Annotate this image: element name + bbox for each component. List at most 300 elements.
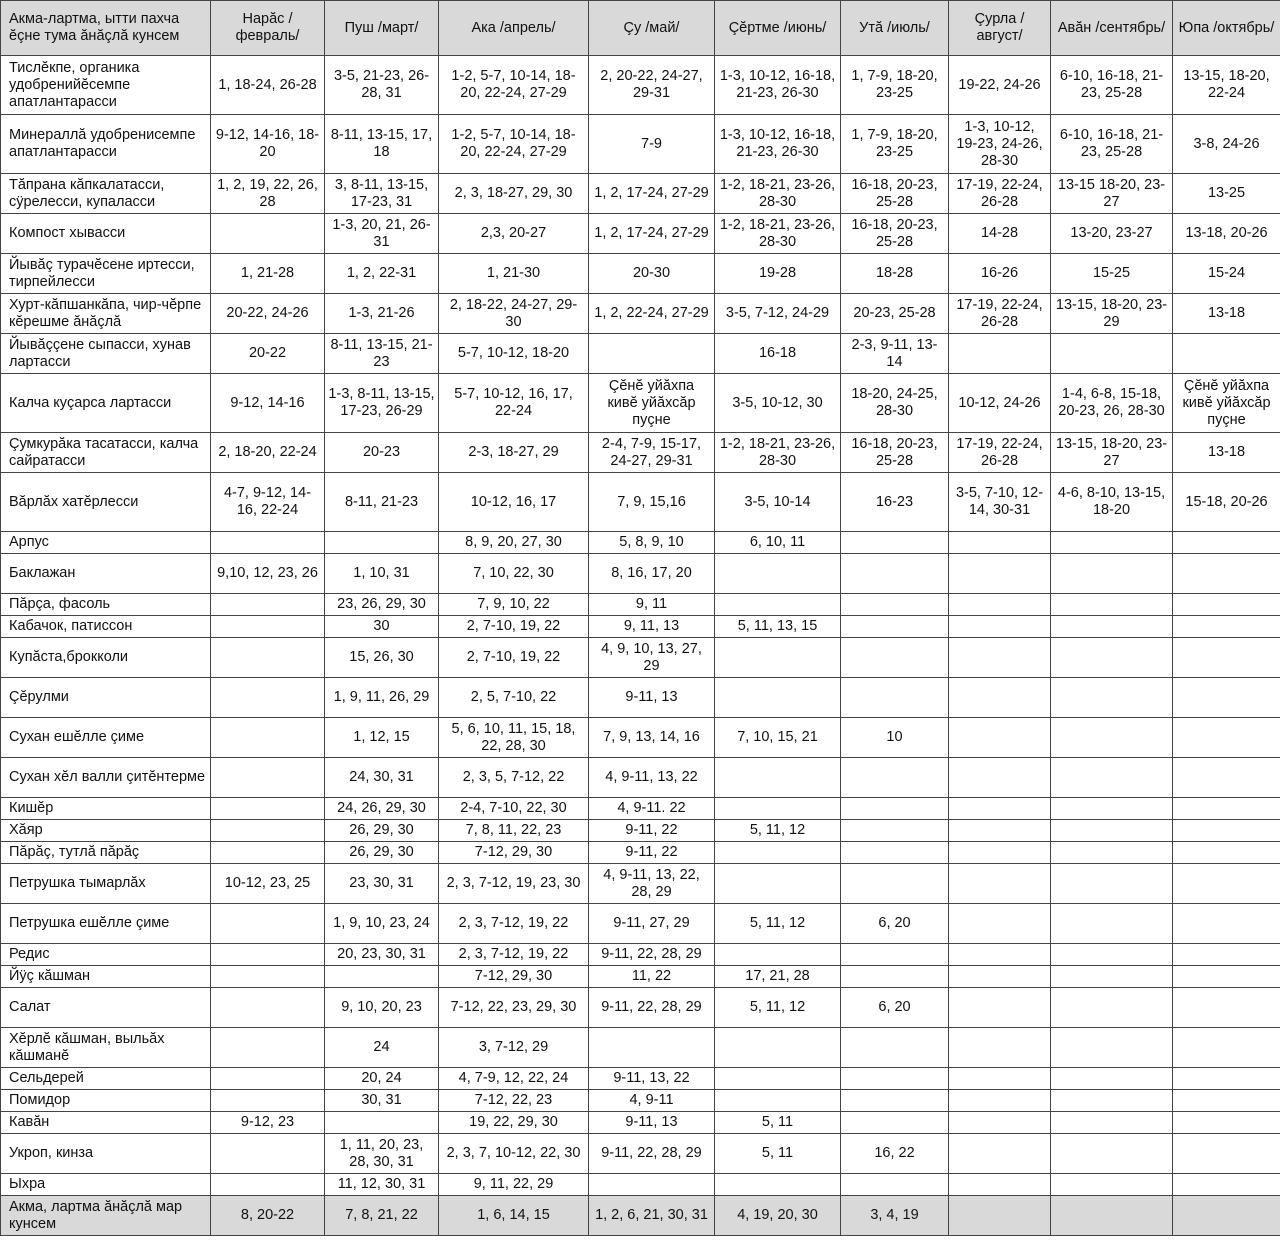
row-label: Компост хывасси [1,214,211,254]
cell-may-dates: 4, 9-11, 13, 22, 28, 29 [589,864,715,904]
cell-february-dates: 20-22 [211,334,325,374]
table-row [1,988,1280,1028]
cell-june-dates [715,1174,841,1196]
cell-may-dates: 9-11, 13 [589,1112,715,1134]
cell-october-dates: Çĕнĕ уйăхпа кивĕ уйăхсăр пуçне [1173,374,1280,433]
cell-april-dates: 2, 5, 7-10, 22 [439,678,589,718]
cell-july-dates: 18-20, 24-25, 28-30 [841,374,949,433]
cell-october-dates [1173,1196,1280,1236]
table-row [1,1174,1280,1196]
header-month-august: Çурла /август/ [949,1,1051,56]
cell-july-dates: 16-18, 20-23, 25-28 [841,214,949,254]
cell-march-dates: 24, 30, 31 [325,758,439,798]
cell-october-dates: 15-18, 20-26 [1173,473,1280,532]
table-row [1,214,1280,254]
cell-august-dates: 10-12, 24-26 [949,374,1051,433]
cell-february-dates: 9-12, 23 [211,1112,325,1134]
cell-march-dates [325,1112,439,1134]
cell-may-dates: 4, 9, 10, 13, 27, 29 [589,638,715,678]
cell-july-dates: 1, 7-9, 18-20, 23-25 [841,56,949,115]
cell-october-dates: 13-18 [1173,294,1280,334]
cell-september-dates [1051,966,1173,988]
cell-august-dates [949,944,1051,966]
cell-july-dates [841,678,949,718]
cell-june-dates: 3-5, 10-14 [715,473,841,532]
cell-may-dates: 9-11, 27, 29 [589,904,715,944]
cell-april-dates: 2, 18-22, 24-27, 29-30 [439,294,589,334]
cell-june-dates: 5, 11, 12 [715,988,841,1028]
cell-march-dates: 3-5, 21-23, 26-28, 31 [325,56,439,115]
cell-may-dates: 9-11, 22, 28, 29 [589,1134,715,1174]
cell-february-dates [211,1174,325,1196]
table-row [1,944,1280,966]
cell-september-dates [1051,904,1173,944]
cell-july-dates: 1, 7-9, 18-20, 23-25 [841,115,949,174]
cell-september-dates [1051,718,1173,758]
cell-may-dates: 7, 9, 15,16 [589,473,715,532]
row-label: Петрушка ешĕлле çиме [1,904,211,944]
row-label: Помидор [1,1090,211,1112]
row-label: Йывăççене сыпасси, хунав лартасси [1,334,211,374]
cell-september-dates: 4-6, 8-10, 13-15, 18-20 [1051,473,1173,532]
cell-february-dates: 9,10, 12, 23, 26 [211,554,325,594]
header-month-october: Юпа /октябрь/ [1173,1,1280,56]
row-label: Тăпрана кăпкалатасси, сÿрелесси, купаласси [1,174,211,214]
row-label: Çумкурăка тасатасси, калча сайратасси [1,433,211,473]
cell-march-dates: 23, 30, 31 [325,864,439,904]
row-label: Редис [1,944,211,966]
cell-february-dates [211,1134,325,1174]
cell-august-dates [949,1134,1051,1174]
cell-may-dates: 4, 9-11, 13, 22 [589,758,715,798]
row-label: Йывăç турачĕсене иртесси, тирпейлесси [1,254,211,294]
cell-february-dates [211,988,325,1028]
cell-october-dates [1173,616,1280,638]
cell-may-dates: 4, 9-11. 22 [589,798,715,820]
cell-march-dates [325,532,439,554]
cell-july-dates [841,638,949,678]
cell-august-dates [949,1028,1051,1068]
cell-march-dates: 20, 24 [325,1068,439,1090]
cell-june-dates [715,1090,841,1112]
cell-june-dates: 19-28 [715,254,841,294]
table-row [1,374,1280,433]
table-row [1,758,1280,798]
cell-october-dates: 13-18, 20-26 [1173,214,1280,254]
cell-march-dates: 1-3, 8-11, 13-15, 17-23, 26-29 [325,374,439,433]
cell-june-dates: 1-2, 18-21, 23-26, 28-30 [715,433,841,473]
cell-june-dates [715,638,841,678]
cell-september-dates [1051,678,1173,718]
row-label: Сухан хĕл валли çитĕнтерме [1,758,211,798]
cell-may-dates: 9-11, 22, 28, 29 [589,944,715,966]
cell-march-dates: 11, 12, 30, 31 [325,1174,439,1196]
cell-february-dates: 1, 21-28 [211,254,325,294]
cell-july-dates [841,1174,949,1196]
cell-july-dates: 16, 22 [841,1134,949,1174]
cell-september-dates [1051,864,1173,904]
cell-may-dates: 7, 9, 13, 14, 16 [589,718,715,758]
cell-july-dates [841,820,949,842]
cell-april-dates: 3, 7-12, 29 [439,1028,589,1068]
cell-may-dates: 9-11, 22 [589,842,715,864]
cell-march-dates: 1-3, 21-26 [325,294,439,334]
cell-october-dates [1173,678,1280,718]
cell-june-dates: 1-2, 18-21, 23-26, 28-30 [715,174,841,214]
cell-september-dates [1051,1090,1173,1112]
cell-july-dates [841,594,949,616]
cell-october-dates [1173,638,1280,678]
cell-august-dates [949,1196,1051,1236]
cell-september-dates [1051,1174,1173,1196]
table-row [1,115,1280,174]
cell-october-dates [1173,594,1280,616]
cell-september-dates: 13-20, 23-27 [1051,214,1173,254]
cell-may-dates: 5, 8, 9, 10 [589,532,715,554]
row-label: Сухан ешĕлле çиме [1,718,211,758]
row-label: Хăяр [1,820,211,842]
cell-march-dates: 8-11, 13-15, 21-23 [325,334,439,374]
header-month-april: Ака /апрель/ [439,1,589,56]
header-month-february: Нарăс /февраль/ [211,1,325,56]
cell-april-dates: 2,3, 20-27 [439,214,589,254]
cell-june-dates: 4, 19, 20, 30 [715,1196,841,1236]
cell-may-dates [589,1028,715,1068]
cell-september-dates [1051,616,1173,638]
cell-september-dates [1051,594,1173,616]
cell-april-dates: 2-4, 7-10, 22, 30 [439,798,589,820]
cell-september-dates [1051,820,1173,842]
cell-august-dates: 17-19, 22-24, 26-28 [949,174,1051,214]
cell-september-dates [1051,638,1173,678]
cell-august-dates: 19-22, 24-26 [949,56,1051,115]
cell-february-dates: 1, 2, 19, 22, 26, 28 [211,174,325,214]
cell-may-dates: 2-4, 7-9, 15-17, 24-27, 29-31 [589,433,715,473]
cell-february-dates: 9-12, 14-16 [211,374,325,433]
cell-september-dates [1051,1028,1173,1068]
cell-may-dates: 9-11, 22, 28, 29 [589,988,715,1028]
cell-june-dates [715,678,841,718]
cell-may-dates: 8, 16, 17, 20 [589,554,715,594]
cell-july-dates: 6, 20 [841,904,949,944]
cell-february-dates [211,678,325,718]
cell-march-dates: 7, 8, 21, 22 [325,1196,439,1236]
cell-may-dates: 9-11, 22 [589,820,715,842]
row-label: Акма, лартма ăнăçлă мар кунсем [1,1196,211,1236]
table-row [1,820,1280,842]
cell-august-dates [949,616,1051,638]
cell-march-dates: 23, 26, 29, 30 [325,594,439,616]
cell-september-dates: 13-15, 18-20, 23-27 [1051,433,1173,473]
cell-august-dates [949,864,1051,904]
table-row [1,1068,1280,1090]
cell-april-dates: 1, 6, 14, 15 [439,1196,589,1236]
cell-august-dates: 17-19, 22-24, 26-28 [949,294,1051,334]
cell-august-dates: 14-28 [949,214,1051,254]
cell-february-dates [211,594,325,616]
cell-march-dates: 9, 10, 20, 23 [325,988,439,1028]
cell-february-dates: 8, 20-22 [211,1196,325,1236]
cell-july-dates [841,1090,949,1112]
cell-april-dates: 7, 9, 10, 22 [439,594,589,616]
cell-april-dates: 2, 7-10, 19, 22 [439,616,589,638]
cell-march-dates: 1-3, 20, 21, 26-31 [325,214,439,254]
cell-september-dates [1051,842,1173,864]
cell-march-dates: 3, 8-11, 13-15, 17-23, 31 [325,174,439,214]
cell-april-dates: 7-12, 22, 23, 29, 30 [439,988,589,1028]
table-row [1,334,1280,374]
cell-september-dates [1051,334,1173,374]
cell-august-dates [949,758,1051,798]
cell-july-dates: 16-18, 20-23, 25-28 [841,174,949,214]
cell-june-dates: 5, 11 [715,1134,841,1174]
cell-may-dates: 9-11, 13 [589,678,715,718]
cell-august-dates: 3-5, 7-10, 12-14, 30-31 [949,473,1051,532]
cell-march-dates: 20, 23, 30, 31 [325,944,439,966]
cell-april-dates: 2, 3, 7, 10-12, 22, 30 [439,1134,589,1174]
cell-february-dates: 20-22, 24-26 [211,294,325,334]
cell-february-dates: 1, 18-24, 26-28 [211,56,325,115]
cell-june-dates [715,944,841,966]
cell-september-dates [1051,988,1173,1028]
row-label: Хĕрлĕ кăшман, выльăх кăшманĕ [1,1028,211,1068]
cell-may-dates: 9, 11 [589,594,715,616]
cell-july-dates [841,1028,949,1068]
row-label: Пăрăç, тутлă пăрăç [1,842,211,864]
cell-september-dates [1051,1196,1173,1236]
row-label: Вăрлăх хатĕрлесси [1,473,211,532]
cell-february-dates [211,966,325,988]
cell-may-dates: 1, 2, 17-24, 27-29 [589,174,715,214]
table-row [1,1112,1280,1134]
cell-february-dates [211,798,325,820]
row-label: Кавăн [1,1112,211,1134]
cell-august-dates: 16-26 [949,254,1051,294]
cell-february-dates [211,820,325,842]
row-label: Купăста,брокколи [1,638,211,678]
cell-august-dates [949,904,1051,944]
row-label: Калча куçарса лартасси [1,374,211,433]
table-row [1,718,1280,758]
cell-april-dates: 2-3, 18-27, 29 [439,433,589,473]
cell-june-dates [715,758,841,798]
cell-march-dates: 1, 11, 20, 23, 28, 30, 31 [325,1134,439,1174]
cell-october-dates [1173,864,1280,904]
table-row [1,904,1280,944]
cell-march-dates: 30 [325,616,439,638]
cell-october-dates [1173,820,1280,842]
cell-october-dates [1173,1112,1280,1134]
cell-may-dates: 1, 2, 6, 21, 30, 31 [589,1196,715,1236]
row-label: Петрушка тымарлăх [1,864,211,904]
cell-september-dates [1051,944,1173,966]
header-month-may: Çу /май/ [589,1,715,56]
cell-september-dates [1051,798,1173,820]
cell-april-dates: 7-12, 22, 23 [439,1090,589,1112]
cell-september-dates: 6-10, 16-18, 21-23, 25-28 [1051,115,1173,174]
table-row [1,638,1280,678]
cell-august-dates [949,594,1051,616]
cell-june-dates: 5, 11, 13, 15 [715,616,841,638]
cell-may-dates: Çĕнĕ уйăхпа кивĕ уйăхсăр пуçне [589,374,715,433]
table-row [1,1196,1280,1236]
cell-february-dates [211,1068,325,1090]
cell-may-dates: 9, 11, 13 [589,616,715,638]
cell-april-dates: 5-7, 10-12, 16, 17, 22-24 [439,374,589,433]
cell-march-dates: 15, 26, 30 [325,638,439,678]
cell-october-dates [1173,1134,1280,1174]
cell-july-dates [841,758,949,798]
cell-march-dates: 30, 31 [325,1090,439,1112]
cell-august-dates [949,554,1051,594]
table-row [1,1028,1280,1068]
table-row [1,294,1280,334]
cell-june-dates: 1-3, 10-12, 16-18, 21-23, 26-30 [715,115,841,174]
cell-april-dates: 1-2, 5-7, 10-14, 18-20, 22-24, 27-29 [439,56,589,115]
cell-april-dates: 2, 3, 7-12, 19, 22 [439,904,589,944]
row-label: Çĕрулми [1,678,211,718]
cell-august-dates: 1-3, 10-12, 19-23, 24-26, 28-30 [949,115,1051,174]
cell-april-dates: 2, 3, 7-12, 19, 23, 30 [439,864,589,904]
cell-june-dates: 3-5, 10-12, 30 [715,374,841,433]
cell-april-dates: 2, 3, 5, 7-12, 22 [439,758,589,798]
table-row [1,473,1280,532]
cell-july-dates [841,616,949,638]
cell-october-dates [1173,904,1280,944]
cell-september-dates: 13-15, 18-20, 23-29 [1051,294,1173,334]
cell-february-dates: 10-12, 23, 25 [211,864,325,904]
cell-march-dates: 20-23 [325,433,439,473]
row-label: Пăрçа, фасоль [1,594,211,616]
cell-april-dates: 9, 11, 22, 29 [439,1174,589,1196]
cell-february-dates [211,532,325,554]
cell-march-dates: 8-11, 13-15, 17, 18 [325,115,439,174]
cell-august-dates [949,820,1051,842]
cell-june-dates [715,798,841,820]
row-label: Арпус [1,532,211,554]
table-row [1,616,1280,638]
cell-september-dates [1051,1112,1173,1134]
cell-august-dates [949,798,1051,820]
cell-june-dates: 5, 11 [715,1112,841,1134]
cell-october-dates [1173,758,1280,798]
cell-february-dates [211,1028,325,1068]
cell-october-dates [1173,1028,1280,1068]
cell-april-dates: 5, 6, 10, 11, 15, 18, 22, 28, 30 [439,718,589,758]
cell-june-dates: 7, 10, 15, 21 [715,718,841,758]
cell-april-dates: 7-12, 29, 30 [439,966,589,988]
cell-august-dates [949,1068,1051,1090]
row-label: Тислĕкпе, органика удобренийĕсемпе апатлантарасси [1,56,211,115]
cell-june-dates [715,864,841,904]
table-row [1,433,1280,473]
row-label: Сельдерей [1,1068,211,1090]
cell-june-dates [715,594,841,616]
table-row [1,594,1280,616]
cell-july-dates: 16-18, 20-23, 25-28 [841,433,949,473]
cell-october-dates [1173,944,1280,966]
cell-may-dates: 1, 2, 17-24, 27-29 [589,214,715,254]
cell-february-dates: 2, 18-20, 22-24 [211,433,325,473]
cell-august-dates [949,1090,1051,1112]
cell-october-dates [1173,842,1280,864]
cell-february-dates [211,1090,325,1112]
cell-october-dates [1173,966,1280,988]
cell-october-dates [1173,1068,1280,1090]
cell-september-dates: 6-10, 16-18, 21-23, 25-28 [1051,56,1173,115]
cell-july-dates: 3, 4, 19 [841,1196,949,1236]
cell-june-dates: 3-5, 7-12, 24-29 [715,294,841,334]
cell-april-dates: 8, 9, 20, 27, 30 [439,532,589,554]
cell-march-dates: 26, 29, 30 [325,820,439,842]
cell-october-dates [1173,1174,1280,1196]
cell-march-dates: 24 [325,1028,439,1068]
cell-july-dates [841,1112,949,1134]
cell-june-dates: 1-3, 10-12, 16-18, 21-23, 26-30 [715,56,841,115]
row-label: Салат [1,988,211,1028]
cell-august-dates [949,334,1051,374]
header-month-march: Пуш /март/ [325,1,439,56]
cell-march-dates: 1, 9, 10, 23, 24 [325,904,439,944]
cell-july-dates: 6, 20 [841,988,949,1028]
cell-february-dates [211,638,325,678]
cell-march-dates: 24, 26, 29, 30 [325,798,439,820]
table-row [1,678,1280,718]
cell-march-dates: 26, 29, 30 [325,842,439,864]
cell-march-dates [325,966,439,988]
cell-october-dates: 13-15, 18-20, 22-24 [1173,56,1280,115]
cell-july-dates [841,864,949,904]
header-month-july: Утă /июль/ [841,1,949,56]
cell-february-dates [211,616,325,638]
cell-october-dates [1173,532,1280,554]
cell-april-dates: 1-2, 5-7, 10-14, 18-20, 22-24, 27-29 [439,115,589,174]
cell-february-dates: 4-7, 9-12, 14-16, 22-24 [211,473,325,532]
cell-april-dates: 19, 22, 29, 30 [439,1112,589,1134]
header-row [1,1,1280,56]
cell-june-dates: 16-18 [715,334,841,374]
cell-september-dates [1051,532,1173,554]
cell-june-dates: 5, 11, 12 [715,820,841,842]
cell-february-dates [211,718,325,758]
cell-october-dates [1173,554,1280,594]
cell-april-dates: 10-12, 16, 17 [439,473,589,532]
table-row [1,798,1280,820]
table-row [1,254,1280,294]
cell-february-dates [211,214,325,254]
cell-june-dates: 5, 11, 12 [715,904,841,944]
row-label: Йÿç кăшман [1,966,211,988]
table-row [1,174,1280,214]
cell-august-dates [949,718,1051,758]
cell-may-dates: 2, 20-22, 24-27, 29-31 [589,56,715,115]
cell-april-dates: 1, 21-30 [439,254,589,294]
cell-july-dates: 20-23, 25-28 [841,294,949,334]
cell-october-dates: 15-24 [1173,254,1280,294]
cell-may-dates: 9-11, 13, 22 [589,1068,715,1090]
row-label: Минераллă удобренисемпе апатлантарасси [1,115,211,174]
cell-april-dates: 7, 10, 22, 30 [439,554,589,594]
cell-may-dates: 11, 22 [589,966,715,988]
cell-october-dates [1173,988,1280,1028]
cell-june-dates [715,554,841,594]
cell-july-dates [841,1068,949,1090]
cell-march-dates: 1, 10, 31 [325,554,439,594]
cell-june-dates [715,842,841,864]
header-month-september: Авăн /сентябрь/ [1051,1,1173,56]
cell-april-dates: 7, 8, 11, 22, 23 [439,820,589,842]
cell-april-dates: 4, 7-9, 12, 22, 24 [439,1068,589,1090]
